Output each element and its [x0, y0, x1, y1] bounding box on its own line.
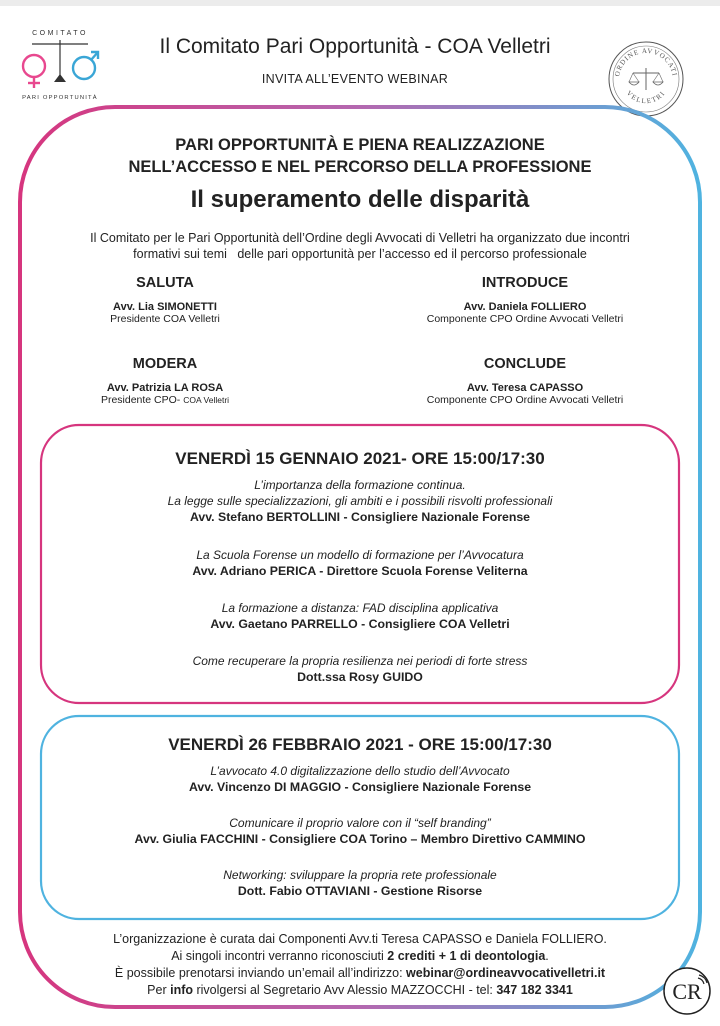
person-title: Componente CPO Ordine Avvocati Velletri	[426, 394, 624, 406]
cpo-logo-top-text: COMITATO	[32, 30, 88, 37]
subheading: Il superamento delle disparità	[190, 186, 530, 213]
footer-booking	[40, 965, 680, 982]
intro-line-2: formativi sui temi delle pari opportunità per l’accesso ed il percorso professionale	[133, 247, 587, 261]
talk-title: Comunicare il proprio valore con il “self branding”	[229, 816, 491, 830]
person-title: Componente CPO Ordine Avvocati Velletri	[426, 313, 624, 325]
talk-speaker: Avv. Adriano PERICA - Direttore Scuola Forense Veliterna	[192, 564, 528, 578]
role-label: SALUTA	[136, 275, 194, 291]
role-block-modera	[35, 356, 295, 406]
person-title: Presidente COA Velletri	[110, 313, 220, 325]
cr-badge-icon	[662, 966, 712, 1016]
info-text: rivolgersi al Segretario Avv Alessio MAZZOCCHI - tel:	[193, 983, 497, 997]
person-name: Avv. Patrizia LA ROSA	[106, 382, 224, 394]
footer-organizers: L’organizzazione è curata dai Componenti Avv.ti Teresa CAPASSO e Daniela FOLLIERO.	[113, 932, 607, 946]
info-label: info	[170, 983, 194, 997]
session1-talk-2	[40, 547, 680, 580]
talk-speaker: Avv. Giulia FACCHINI - Consigliere COA Torino – Membro Direttivo CAMMINO	[134, 832, 586, 846]
header-title: Il Comitato Pari Opportunità - COA Velletri	[159, 35, 551, 58]
seal-top-text: ORDINE AVVOCATI	[613, 46, 679, 78]
intro-line-1: Il Comitato per le Pari Opportunità dell’Ordine degli Avvocati di Velletri ha organizzato due incontri	[90, 231, 630, 245]
footer-credits	[40, 948, 680, 965]
cpo-logo-bottom-text: PARI OPPORTUNITÀ	[22, 95, 98, 101]
heading-line-2: NELL’ACCESSO E NEL PERCORSO DELLA PROFESSIONE	[128, 158, 592, 176]
heading-line-1: PARI OPPORTUNITÀ E PIENA REALIZZAZIONE	[175, 136, 545, 154]
role-block-conclude	[395, 356, 655, 406]
session1-talk-4	[40, 653, 680, 686]
cr-badge-text: CR	[672, 979, 702, 1004]
session2-talk-1	[40, 763, 680, 796]
person-name: Avv. Teresa CAPASSO	[466, 382, 584, 394]
role-block-saluta	[35, 275, 295, 325]
person-title: Presidente CPO-	[100, 394, 184, 406]
role-label: INTRODUCE	[481, 275, 569, 291]
booking-email-link[interactable]: webinar@ordineavvocativelletri.it	[406, 966, 606, 980]
talk-speaker: Dott.ssa Rosy GUIDO	[297, 670, 423, 684]
talk-speaker: Avv. Stefano BERTOLLINI - Consigliere Nazionale Forense	[189, 510, 531, 524]
talk-title: L’importanza della formazione continua.	[254, 478, 466, 492]
talk-speaker: Avv. Gaetano PARRELLO - Consigliere COA Velletri	[210, 617, 510, 631]
person-name: Avv. Lia SIMONETTI	[113, 301, 217, 313]
credits-highlight: 2 crediti + 1 di deontologia	[387, 949, 546, 963]
talk-title: Networking: sviluppare la propria rete professionale	[223, 868, 497, 882]
talk-title: La Scuola Forense un modello di formazione per l’Avvocatura	[196, 548, 524, 562]
credits-text: Ai singoli incontri verranno riconosciuti	[171, 949, 388, 963]
role-label: CONCLUDE	[483, 356, 567, 372]
session2-talk-3	[40, 867, 680, 900]
talk-title: La formazione a distanza: FAD disciplina applicativa	[221, 601, 499, 615]
person-name: Avv. Daniela FOLLIERO	[463, 301, 587, 313]
session1-date: VENERDÌ 15 GENNAIO 2021- ORE 15:00/17:30	[175, 449, 545, 468]
seal-bottom-text: VELLETRI	[624, 89, 668, 106]
info-phone[interactable]: 347 182 3341	[496, 983, 573, 997]
role-block-introduce	[395, 275, 655, 325]
talk-speaker: Avv. Vincenzo DI MAGGIO - Consigliere Nazionale Forense	[188, 780, 532, 794]
role-label: MODERA	[132, 356, 198, 372]
footer-info	[40, 982, 680, 999]
session1-talk-3	[40, 600, 680, 633]
credits-end: .	[545, 949, 549, 963]
session2-date: VENERDÌ 26 FEBBRAIO 2021 - ORE 15:00/17:30	[168, 735, 552, 754]
session2-talk-2	[40, 815, 680, 848]
info-prefix: Per	[147, 983, 171, 997]
talk-title: L’avvocato 4.0 digitalizzazione dello studio dell’Avvocato	[210, 764, 510, 778]
booking-text: È possibile prenotarsi inviando un’email all’indirizzo:	[114, 966, 407, 980]
talk-title: Come recuperare la propria resilienza nei periodi di forte stress	[192, 654, 528, 668]
session1-talk-1	[40, 477, 680, 526]
header-subtitle: INVITA ALL’EVENTO WEBINAR	[261, 72, 449, 86]
talk-speaker: Dott. Fabio OTTAVIANI - Gestione Risorse	[237, 884, 483, 898]
person-title-small: COA Velletri	[183, 395, 230, 405]
person-title-line	[35, 394, 295, 406]
talk-title: La legge sulle specializzazioni, gli ambiti e i possibili risvolti professionali	[167, 494, 553, 508]
